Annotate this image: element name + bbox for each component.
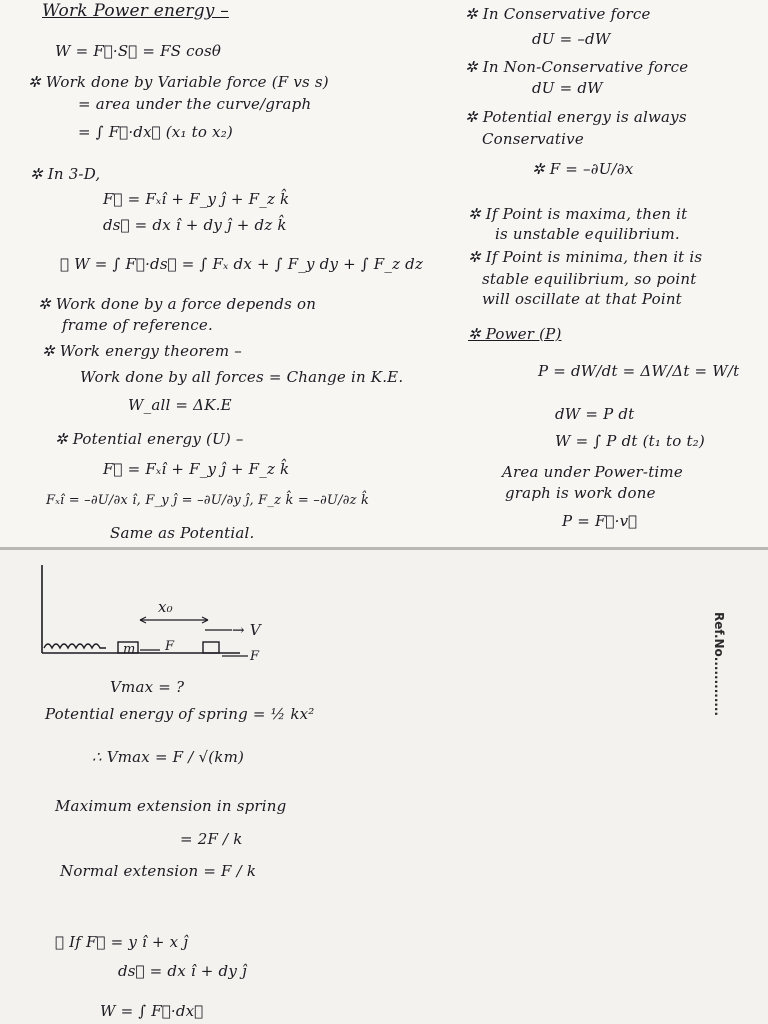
force-label-2: F [250, 649, 260, 664]
three-d-heading: ✲ In 3-D, [30, 165, 101, 183]
pe-conservative-2: Conservative [482, 130, 584, 148]
work-integral: = ∫ F⃗·dx⃗ (x₁ to x₂) [78, 123, 233, 141]
variable-force-note: ✲ Work done by Variable force (F vs s) [28, 73, 329, 91]
work-line-integral: W = ∫ F⃗·dx⃗ [100, 1002, 204, 1020]
maxima-unstable-1: ✲ If Point is maxima, then it [468, 205, 688, 223]
pe-conservative-1: ✲ Potential energy is always [465, 108, 687, 126]
max-extension-value: = 2F / k [180, 830, 243, 848]
power-heading: ✲ Power (P) [468, 325, 562, 343]
work-all-equation: W_all = ΔK.E [128, 396, 232, 414]
power-time-area-1: Area under Power-time [502, 463, 683, 481]
power-dot-product: P = F⃗·v⃗ [562, 512, 638, 530]
dw-equals-pdt: dW = P dt [555, 405, 635, 423]
frame-dependence-2: frame of reference. [62, 316, 213, 334]
force-components: F⃗ = Fₓî + F_y ĵ + F_z k̂ [103, 460, 290, 478]
potential-energy-heading: ✲ Potential energy (U) – [55, 430, 244, 448]
ref-no-label: Ref.No............. [712, 612, 726, 717]
vmax-question: Vmax = ? [110, 678, 185, 696]
normal-extension: Normal extension = F / k [60, 862, 257, 880]
frame-dependence-1: ✲ Work done by a force depends on [38, 295, 317, 313]
heading-work-power-energy: Work Power energy – [42, 1, 229, 21]
du-minus-dw: dU = –dW [532, 30, 611, 48]
work-formula: W = F⃗·S⃗ = FS cosθ [55, 42, 222, 60]
area-under-curve: = area under the curve/graph [78, 95, 312, 113]
same-as-potential: Same as Potential. [110, 524, 255, 542]
power-formula: P = dW/dt = ΔW/Δt = W/t [538, 362, 740, 380]
displacement-vector-3d: ds⃗ = dx î + dy ĵ + dz k̂ [103, 216, 287, 234]
force-from-potential: Fₓî = –∂U/∂x î, F_y ĵ = –∂U/∂y ĵ, F_z k̂ = –∂U/∂z k̂ [46, 493, 370, 508]
velocity-label: → V [232, 621, 261, 639]
minima-stable-2: stable equilibrium, so point [482, 270, 697, 288]
max-extension-heading: Maximum extension in spring [55, 797, 287, 815]
x0-label: x₀ [158, 598, 173, 616]
force-label-1: F [165, 639, 175, 654]
maxima-unstable-2: is unstable equilibrium. [495, 225, 680, 243]
ds-vector: ds⃗ = dx î + dy ĵ [118, 962, 247, 980]
work-power-integral: W = ∫ P dt (t₁ to t₂) [555, 432, 705, 450]
non-conservative-heading: ✲ In Non-Conservative force [465, 58, 689, 76]
mass-label: m [123, 642, 136, 657]
minima-stable-1: ✲ If Point is minima, then it is [468, 248, 703, 266]
work-energy-theorem-heading: ✲ Work energy theorem – [42, 342, 242, 360]
force-potential-relation: ✲ F = –∂U/∂x [532, 160, 634, 178]
power-time-area-2: graph is work done [505, 484, 656, 502]
force-vector-3d: F⃗ = Fₓî + F_y ĵ + F_z k̂ [103, 190, 290, 208]
vmax-result: ∴ Vmax = F / √(km) [92, 748, 245, 766]
work-energy-theorem-statement: Work done by all forces = Change in K.E. [80, 368, 404, 386]
minima-stable-3: will oscillate at that Point [482, 290, 682, 308]
if-force-field: ✲ If F⃗ = y î + x ĵ [55, 933, 189, 951]
spring-potential-energy: Potential energy of spring = ½ kx² [45, 705, 315, 723]
du-plus-dw: dU = dW [532, 79, 603, 97]
conservative-force-heading: ✲ In Conservative force [465, 5, 651, 23]
work-3d-integral: ∴ W = ∫ F⃗·ds⃗ = ∫ Fₓ dx + ∫ F_y dy + ∫ F_z dz [60, 255, 424, 273]
